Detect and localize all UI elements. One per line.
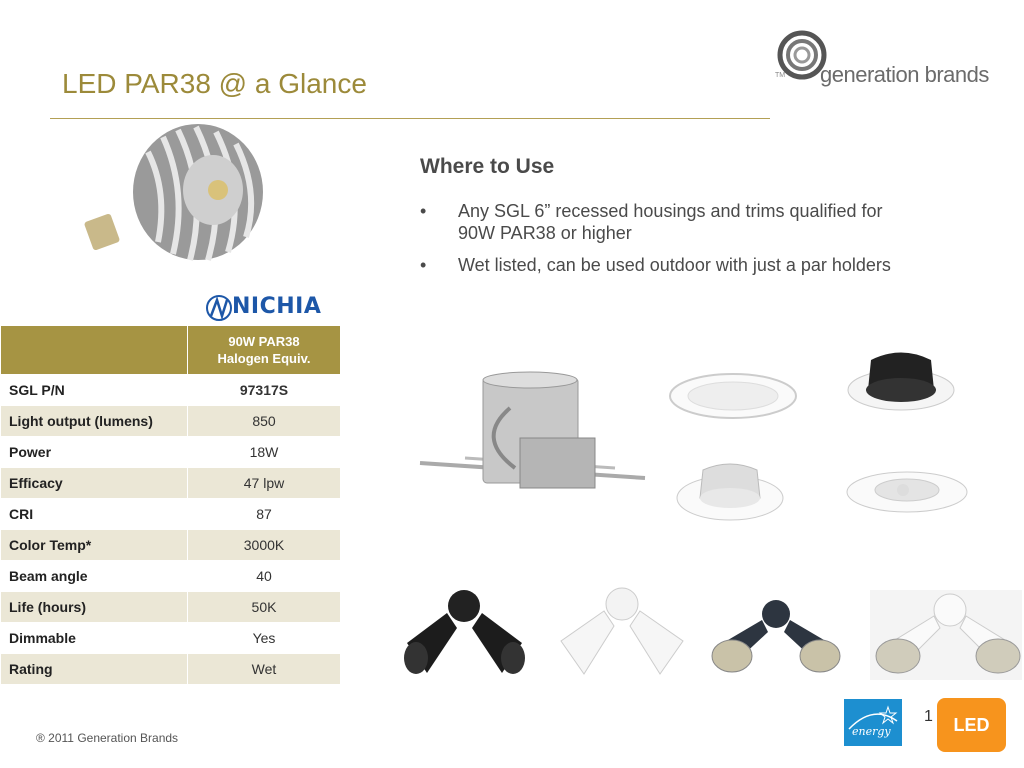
- table-row: [1, 592, 341, 623]
- row-label: Beam angle: [1, 561, 188, 592]
- header-line-1: 90W PAR38: [228, 334, 300, 349]
- logo-wordmark: generation brands: [820, 62, 989, 87]
- row-value: 850: [188, 406, 341, 437]
- row-label: Power: [1, 437, 188, 468]
- row-label: Life (hours): [1, 592, 188, 623]
- energy-star-icon: [844, 699, 902, 746]
- logo-trademark: TM: [775, 72, 786, 79]
- row-value: 47 lpw: [188, 468, 341, 499]
- white-par-floodlight-image: [870, 590, 1022, 680]
- bullet-item: [420, 200, 920, 244]
- table-row: [1, 437, 341, 468]
- led-bulb-image: [78, 122, 263, 267]
- table-row: [1, 530, 341, 561]
- row-value: 18W: [188, 437, 341, 468]
- title-divider: [50, 118, 770, 119]
- row-label: SGL P/N: [1, 375, 188, 406]
- nichia-logo-text: NICHIA: [232, 294, 322, 319]
- row-value: 87: [188, 499, 341, 530]
- page-number: 1: [924, 708, 933, 725]
- slide-title: LED PAR38 @ a Glance: [62, 68, 367, 99]
- bronze-par-floodlight-image: [710, 598, 842, 676]
- row-value: 3000K: [188, 530, 341, 561]
- table-header-row: [1, 326, 341, 375]
- energy-star-text: energy: [852, 725, 891, 738]
- row-label: Rating: [1, 654, 188, 685]
- row-value: Yes: [188, 623, 341, 654]
- white-floodlight-image: [556, 586, 688, 680]
- usage-bullets: [420, 200, 920, 286]
- row-value: 97317S: [188, 375, 341, 406]
- bullet-item: [420, 254, 920, 276]
- white-baffle-trim-image: [675, 460, 785, 522]
- bullet-text: Any SGL 6” recessed housings and trims qualified for 90W PAR38 or higher: [458, 201, 883, 243]
- bullet-text: Wet listed, can be used outdoor with just a par holders: [458, 255, 891, 275]
- row-label: CRI: [1, 499, 188, 530]
- table-header-blank: [1, 326, 188, 375]
- spec-table: [0, 325, 341, 685]
- black-baffle-trim-image: [846, 345, 956, 413]
- table-row: [1, 654, 341, 685]
- bullet-glyph: •: [420, 255, 427, 275]
- row-label: Light output (lumens): [1, 406, 188, 437]
- row-label: Color Temp*: [1, 530, 188, 561]
- row-label: Efficacy: [1, 468, 188, 499]
- table-row: [1, 468, 341, 499]
- copyright-footer: ® 2011 Generation Brands: [36, 731, 179, 745]
- table-row: [1, 561, 341, 592]
- led-badge: LED: [937, 698, 1006, 752]
- table-row: [1, 375, 341, 406]
- table-row: [1, 623, 341, 654]
- where-to-use-heading: Where to Use: [420, 155, 555, 178]
- row-value: Wet: [188, 654, 341, 685]
- bullet-glyph: •: [420, 201, 427, 221]
- white-trim-image: [668, 372, 798, 420]
- table-header-cell: [188, 326, 341, 375]
- row-value: 40: [188, 561, 341, 592]
- recessed-housing-image: [415, 368, 650, 523]
- row-label: Dimmable: [1, 623, 188, 654]
- eyeball-trim-image: [845, 470, 970, 515]
- row-value: 50K: [188, 592, 341, 623]
- black-floodlight-image: [402, 588, 527, 680]
- header-line-2: Halogen Equiv.: [217, 351, 311, 366]
- table-row: [1, 499, 341, 530]
- table-row: [1, 406, 341, 437]
